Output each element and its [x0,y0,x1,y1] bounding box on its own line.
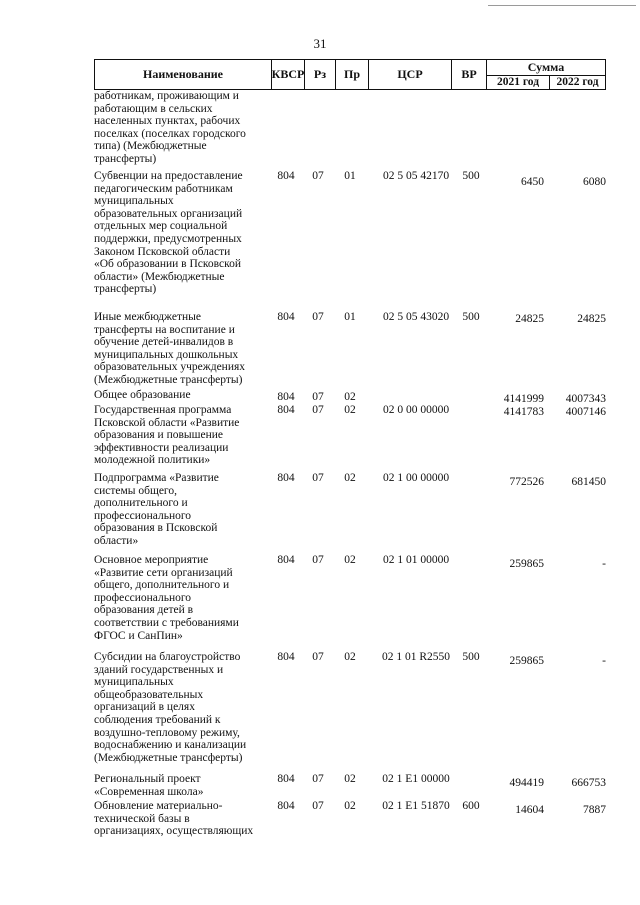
row-name: Субвенции на предоставление педагогическим работникам муниципальных образовательных организаций отдельных мер социальной поддержки, предусмотренных Законом Псковской области «Об образовании в Псковской области» (Межбюджетные трансферты) [94,170,243,296]
header-sum: Сумма [527,60,565,74]
row-sum-2021: 259865 [509,558,544,570]
row-vr: 500 [462,170,480,182]
row-sum-2022: 6080 [583,176,606,188]
row-csr: 02 0 00 00000 [382,404,450,416]
row-pr: 02 [344,404,356,416]
row-rz: 07 [312,404,324,416]
row-pr: 02 [344,472,356,484]
row-sum-2022: 4007343 [565,393,606,405]
page-number: 31 [313,36,327,51]
row-vr: 500 [462,651,480,663]
table-header [94,59,606,90]
row-name: Региональный проект «Современная школа» [94,773,204,798]
row-sum-2021: 24825 [515,313,544,325]
row-csr: 02 1 01 00000 [382,554,450,566]
row-rz: 07 [312,773,324,785]
header-vr: ВР [461,67,477,81]
row-name: Обновление материально- технической базы в организациях, осуществляющих [94,800,254,838]
row-sum-2021: 4141783 [503,406,544,418]
row-rz: 07 [312,554,324,566]
row-kvsr: 804 [277,800,295,812]
row-name: Общее образование [94,389,191,401]
row-sum-2022: - [602,655,606,667]
row-rz: 07 [312,800,324,812]
row-vr: 500 [462,311,480,323]
header-csr: ЦСР [397,67,423,81]
header-kvsr: КВСР [271,67,305,81]
row-pr: 02 [344,554,356,566]
header-rz: Рз [313,67,327,81]
row-name: Подпрограмма «Развитие системы общего, дополнительного и профессионального образования в Псковской области» [94,472,219,547]
row-name: Государственная программа Псковской области «Развитие образования и повышение эффективности реализации молодежной политики» [94,404,240,467]
row-sum-2021: 259865 [509,655,544,667]
row-kvsr: 804 [277,773,295,785]
row-pr: 02 [344,773,356,785]
row-pr: 02 [344,800,356,812]
row-sum-2021: 772526 [509,476,544,488]
header-year-2022: 2022 год [556,76,599,88]
row-csr: 02 1 01 R2550 [381,651,451,663]
header-year-2021: 2021 год [496,76,540,88]
row-kvsr: 804 [277,170,295,182]
row-pr: 02 [344,651,356,663]
row-csr: 02 1 E1 00000 [382,773,450,785]
row-rz: 07 [312,651,324,663]
row-rz: 07 [312,311,324,323]
row-name: Иные межбюджетные трансферты на воспитание и обучение детей-инвалидов в муниципальных дошкольных образовательных учреждениях (Межбюджетные трансферты) [94,311,246,386]
row-kvsr: 804 [277,651,295,663]
row-name: Основное мероприятие «Развитие сети организаций общего, дополнительного и профессионального образования детей в соответствии с требованиями ФГОС и СанПин» [94,554,239,642]
row-csr: 02 5 05 42170 [382,170,450,182]
row-csr: 02 1 00 00000 [382,472,450,484]
row-sum-2021: 494419 [509,777,544,789]
row-kvsr: 804 [277,311,295,323]
row-name: работникам, проживающим и работающим в сельских населенных пунктах, рабочих поселках (поселках городского типа) (Межбюджетные трансферты) [94,90,246,165]
row-rz: 07 [312,391,324,403]
row-kvsr: 804 [277,472,295,484]
row-kvsr: 804 [277,404,295,416]
row-pr: 02 [344,391,356,403]
row-csr: 02 1 E1 51870 [382,800,450,812]
header-name: Наименование [143,67,223,81]
row-sum-2021: 4141999 [503,393,544,405]
header-pr: Пр [343,67,360,81]
top-edge-line [488,5,636,6]
row-rz: 07 [312,170,324,182]
row-name: Субсидии на благоустройство зданий государственных и муниципальных общеобразовательных организаций в целях соблюдения требований к воздушно-тепловому режиму, водоснабжению и канализации (Межбюджетные трансферты) [94,651,247,764]
row-sum-2022: 666753 [571,777,606,789]
row-sum-2022: 24825 [577,313,606,325]
row-sum-2022: 681450 [571,476,606,488]
row-pr: 01 [344,311,356,323]
row-sum-2022: 7887 [583,804,606,816]
row-rz: 07 [312,472,324,484]
row-kvsr: 804 [277,554,295,566]
row-kvsr: 804 [277,391,295,403]
row-sum-2022: 4007146 [565,406,606,418]
row-sum-2021: 14604 [515,804,544,816]
row-vr: 600 [462,800,480,812]
row-sum-2021: 6450 [521,176,544,188]
row-pr: 01 [344,170,356,182]
row-csr: 02 5 05 43020 [382,311,450,323]
row-sum-2022: - [602,558,606,570]
